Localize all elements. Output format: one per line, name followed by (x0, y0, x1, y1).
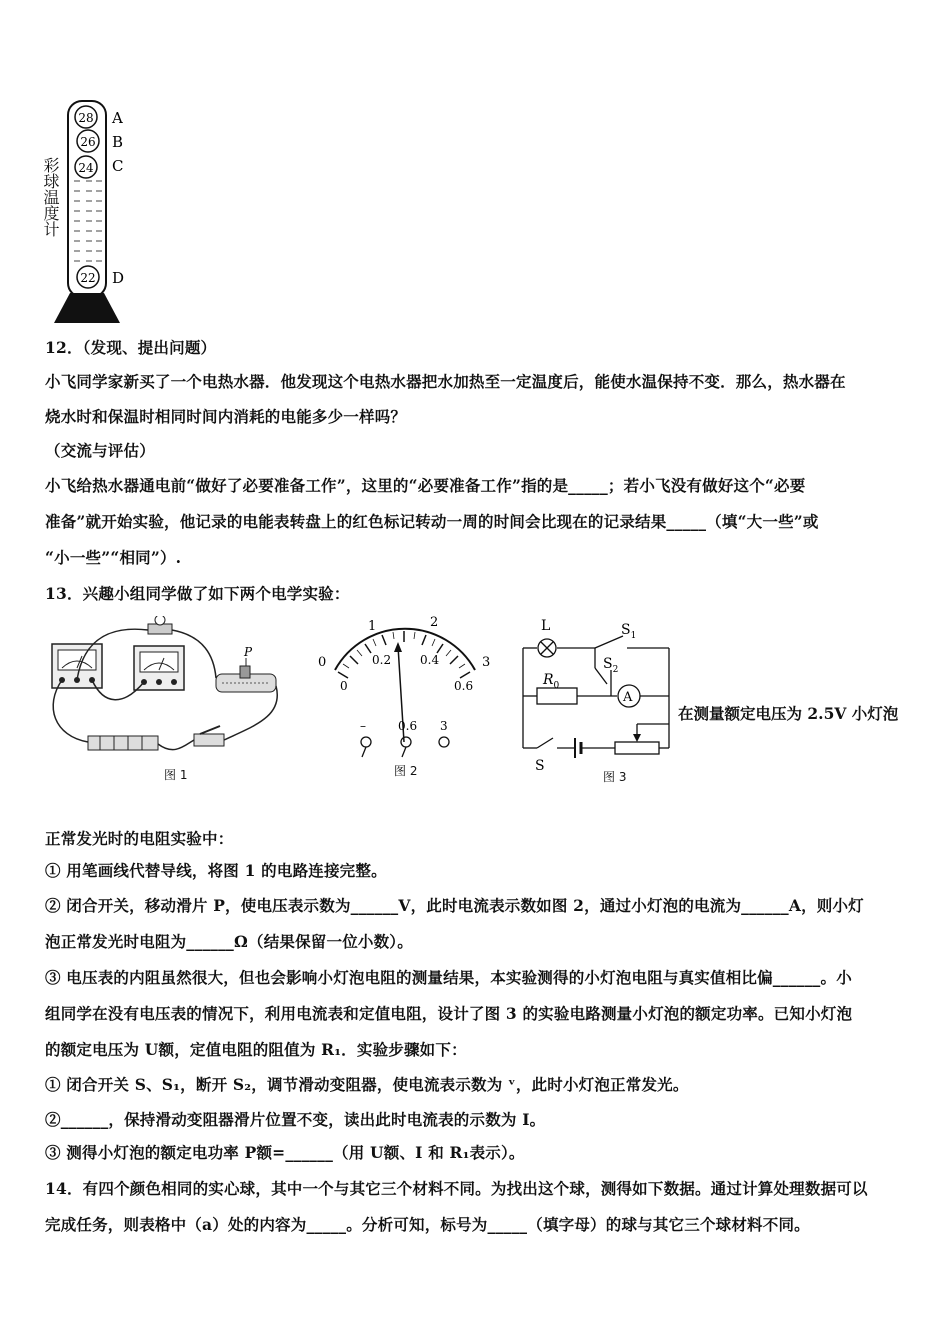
q13-line-7: 的额定电压为 U额，定值电阻的阻值为 R₁．实验步骤如下： (45, 1040, 467, 1059)
figure-3-circuit-diagram (515, 612, 680, 787)
voltmeter-device (134, 646, 184, 690)
ball-28-label: 28 (78, 111, 94, 125)
q14-line-1: 14．有四个颜色相同的实心球，其中一个与其它三个材料不同。为找出这个球，测得如下数据。通过计算处理数据可以 (45, 1179, 868, 1198)
q13-line-4: 泡正常发光时电阻为______Ω（结果保留一位小数）。 (45, 932, 413, 951)
lamp-device (148, 616, 172, 634)
figure-2-label: 图 2 (394, 764, 418, 778)
color-ball-thermometer-figure (40, 95, 150, 325)
meter-top-2: 2 (430, 615, 439, 630)
fig3-lamp-label: L (541, 618, 551, 634)
fig3-s-label: S (535, 758, 545, 774)
fig3-ammeter-label: A (623, 690, 633, 705)
q12-title: 12．（发现、提出问题） (45, 338, 217, 357)
q13-title: 13．兴趣小组同学做了如下两个电学实验： (45, 584, 350, 603)
meter-bottom-3: 0.6 (454, 679, 474, 693)
ball-24 (75, 156, 97, 178)
q13-side-text: 在测量额定电压为 2.5V 小灯泡 (678, 704, 899, 723)
rheostat-device (216, 645, 276, 692)
letter-b: B (112, 133, 124, 151)
thermometer-base (54, 293, 120, 323)
q13-line-1: 正常发光时的电阻实验中： (45, 829, 234, 848)
letter-c: C (112, 157, 124, 175)
q13-line-9: ②______，保持滑动变阻器滑片位置不变，读出此时电流表的示数为 I。 (45, 1110, 546, 1129)
ammeter-device (52, 644, 102, 688)
ball-22-label: 22 (80, 271, 96, 285)
ball-24-label: 24 (78, 161, 94, 175)
q12-paragraph-4: 准备”就开始实验，他记录的电能表转盘上的红色标记转动一周的时间会比现在的记录结果_____（填“大一些”或 (45, 512, 819, 531)
q12-paragraph-1: 小飞同学家新买了一个电热水器．他发现这个电热水器把水加热至一定温度后，能使水温保持不变．那么，热水器在 (45, 372, 846, 391)
terminal-minus: – (360, 719, 366, 733)
q13-line-6: 组同学在没有电压表的情况下，利用电流表和定值电阻，设计了图 3 的实验电路测量小灯泡的额定功率。已知小灯泡 (45, 1004, 853, 1023)
q12-paragraph-3: 小飞给热水器通电前“做好了必要准备工作”，这里的“必要准备工作”指的是_____；若小飞没有做好这个“必要 (45, 476, 806, 495)
q13-line-5: ③ 电压表的内阻虽然很大，但也会影响小灯泡电阻的测量结果，本实验测得的小灯泡电阻与真实值相比偏______。小 (45, 968, 852, 987)
fig3-s2-label: $S_2$ (603, 656, 619, 675)
terminal-3: 3 (440, 719, 448, 733)
meter-top-1: 1 (368, 619, 377, 634)
meter-top-0: 0 (318, 655, 327, 670)
terminal-0-6: 0.6 (398, 719, 418, 733)
figure-1-label: 图 1 (164, 768, 188, 782)
thermometer-label: 彩球温度计 (41, 157, 60, 237)
fig3-r0-label: $R_0$ (543, 672, 560, 691)
figure-3-label: 图 3 (603, 770, 627, 784)
q12-paragraph-2: 烧水时和保温时相同时间内消耗的电能多少一样吗？ (45, 407, 407, 426)
ball-26-label: 26 (80, 135, 96, 149)
slider-p-label: P (244, 645, 253, 659)
q14-line-2: 完成任务，则表格中（a）处的内容为_____。分析可知，标号为_____（填字母）的球与其它三个球材料不同。 (45, 1215, 810, 1234)
q12-subtitle: （交流与评估） (45, 441, 155, 460)
switch-device (194, 726, 224, 746)
ball-28 (75, 106, 97, 128)
q13-line-10: ③ 测得小灯泡的额定电功率 P额=______（用 U额、I 和 R₁表示）。 (45, 1143, 525, 1162)
meter-bottom-1: 0.2 (372, 653, 392, 667)
q13-line-8: ① 闭合开关 S、S₁，断开 S₂，调节滑动变阻器，使电流表示数为 ᵛ，此时小灯泡正常发光。 (45, 1075, 689, 1094)
ball-22 (77, 266, 99, 288)
meter-top-3: 3 (482, 655, 491, 670)
letter-a: A (112, 109, 123, 127)
fig3-s1-label: $S_1$ (621, 622, 637, 641)
q12-paragraph-5: “小一些”“相同”）. (45, 548, 182, 567)
letter-d: D (112, 269, 125, 287)
q13-line-3: ② 闭合开关，移动滑片 P，使电压表示数为______V，此时电流表示数如图 2，通过小灯泡的电流为______A，则小灯 (45, 896, 864, 915)
figure-1-circuit (44, 616, 294, 786)
battery-device (88, 736, 158, 750)
ball-26 (77, 130, 99, 152)
meter-bottom-2: 0.4 (420, 653, 440, 667)
q13-line-2: ① 用笔画线代替导线，将图 1 的电路连接完整。 (45, 861, 387, 880)
figure-2-meter (310, 612, 500, 787)
meter-bottom-0: 0 (340, 679, 348, 693)
